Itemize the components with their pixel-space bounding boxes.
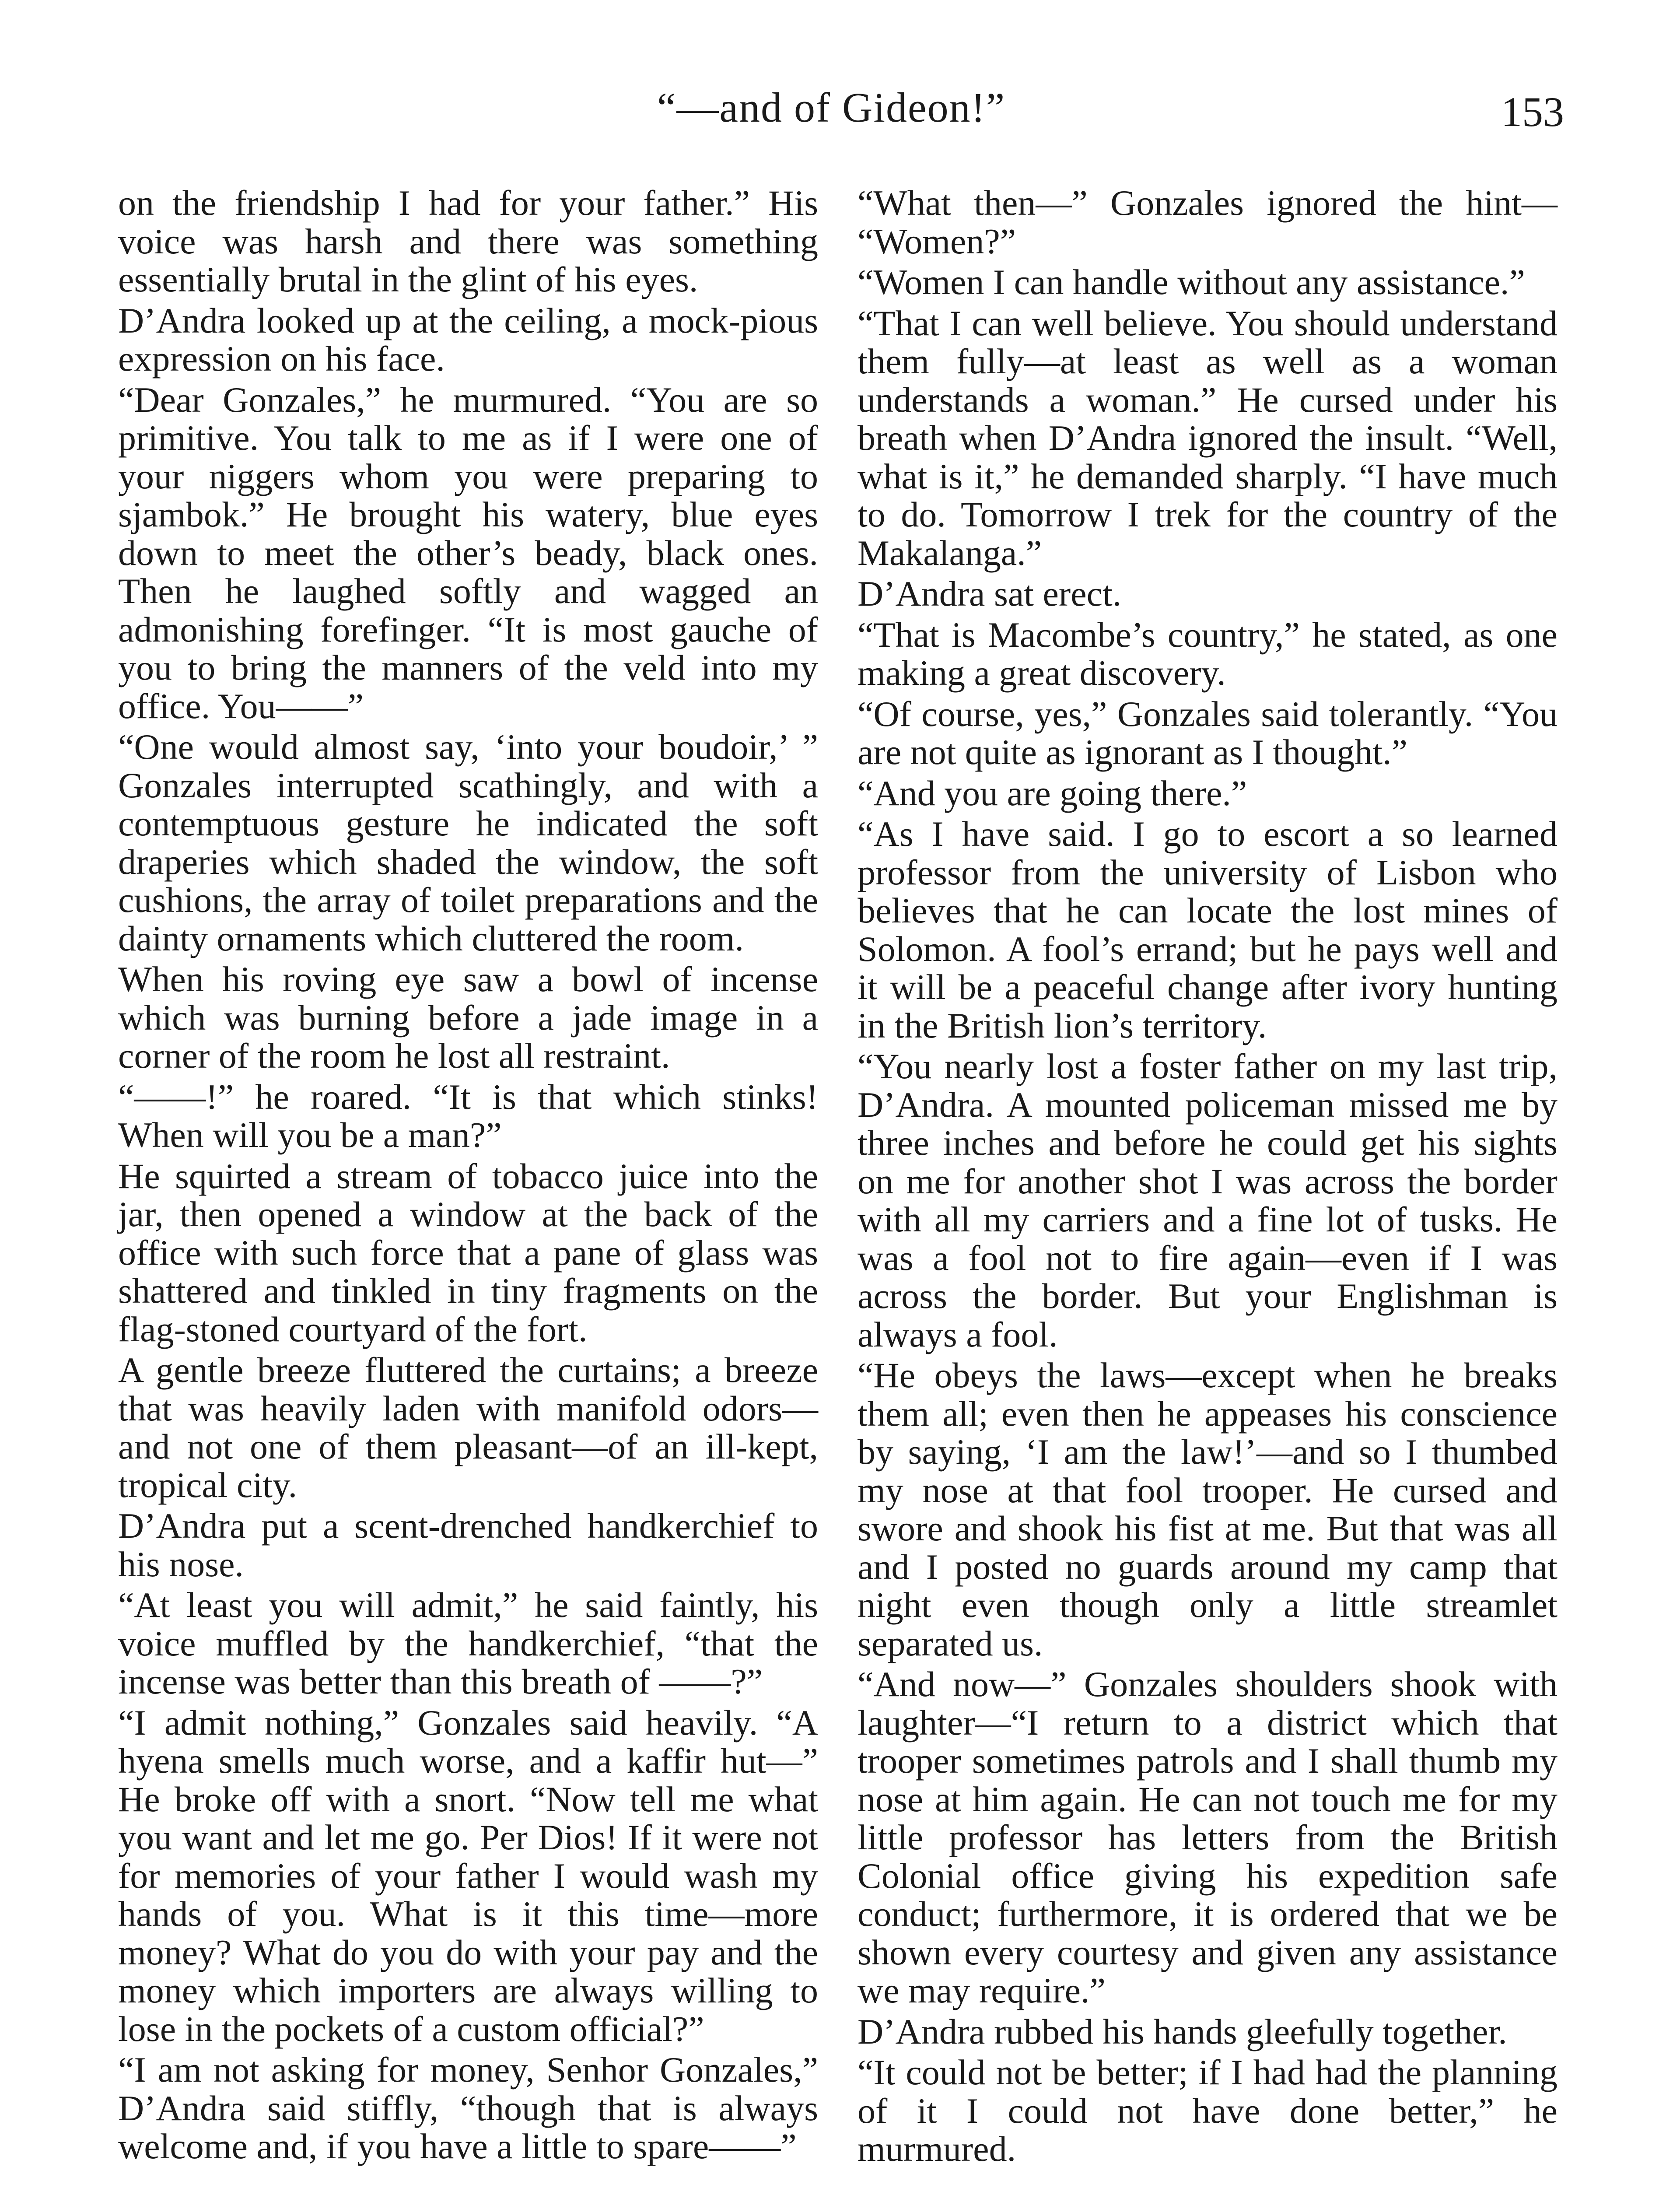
- paragraph: on the friendship I had for your father.” His voice was harsh and there was something essentially brutal in the glint of his eyes.: [118, 183, 818, 299]
- paragraph: D’Andra put a scent-drenched handkerchief to his nose.: [118, 1506, 818, 1584]
- paragraph: “Dear Gonzales,” he murmured. “You are so primitive. You talk to me as if I were one of your niggers whom you were preparing to sjambok.” He brought his watery, blue eyes down to meet the other’s beady, black ones. Then he laughed softly and wagged an admonishing forefinger. “It is most gauche of you to bring the manners of the veld into my office. You——”: [118, 379, 818, 726]
- paragraph: “I am not asking for money, Senhor Gonzales,” D’Andra said stiffly, “though that is always welcome and, if you have a little to spare——”: [118, 2050, 818, 2166]
- paragraph: “And now—” Gonzales shoulders shook with laughter—“I return to a district which that trooper sometimes patrols and I shall thumb my nose at him again. He can not touch me for my little professor has letters from the British Colonial office giving his expedition safe conduct; furthermore, it is ordered that we be shown every courtesy and given any assistance we may require.”: [858, 1664, 1558, 2010]
- paragraph: D’Andra looked up at the ceiling, a mock-pious expression on his face.: [118, 300, 818, 379]
- paragraph: “One would almost say, ‘into your boudoir,’ ” Gonzales interrupted scathingly, and with a contemptuous gesture he indicated the soft draperies which shaded the window, the soft cushions, the array of toilet preparations and the dainty ornaments which cluttered the room.: [118, 727, 818, 958]
- paragraph: D’Andra sat erect.: [858, 574, 1122, 614]
- paragraph: “Of course, yes,” Gonzales said tolerantly. “You are not quite as ignorant as I thought.”: [858, 694, 1558, 772]
- paragraph: “——!” he roared. “It is that which stinks! When will you be a man?”: [118, 1076, 818, 1155]
- paragraph: “What then—” Gonzales ignored the hint— “Women?”: [858, 183, 1558, 261]
- paragraph: “I admit nothing,” Gonzales said heavily. “A hyena smells much worse, and a kaffir hut—” He broke off with a snort. “Now tell me what you want and let me go. Per Dios! If it were not for memories of your father I would wash my hands of you. What is it this time—more money? What do you do with your pay and the money which importers are always willing to lose in the pockets of a custom official?”: [118, 1702, 818, 2049]
- paragraph: “That is Macombe’s country,” he stated, as one making a great discovery.: [858, 614, 1558, 693]
- paragraph: “As I have said. I go to escort a so learned professor from the university of Lisbon who believes that he can locate the lost mines of Solomon. A fool’s errand; but he pays well and it will be a peaceful change after ivory hunting in the British lion’s territory.: [858, 814, 1558, 1045]
- paragraph: “He obeys the laws—except when he breaks them all; even then he appeases his conscience by saying, ‘I am the law!’—and so I thumbed my nose at that fool trooper. He cursed and swore and shook his fist at me. But that was all and I posted no guards around my camp that night even though only a little streamlet separated us.: [858, 1355, 1558, 1663]
- paragraph: “At least you will admit,” he said faintly, his voice muffled by the handkerchief, “that the incense was better than this breath of ——?”: [118, 1585, 818, 1701]
- running-title: “—and of Gideon!”: [657, 84, 1006, 131]
- left-column: [118, 184, 818, 2168]
- paragraph: “And you are going there.”: [858, 773, 1247, 813]
- paragraph: A gentle breeze fluttered the curtains; a breeze that was heavily laden with manifold odors—and not one of them pleasant—of an ill-kept, tropical city.: [118, 1350, 818, 1505]
- paragraph: “That I can well believe. You should understand them fully—at least as well as a woman understands a woman.” He cursed under his breath when D’Andra ignored the insult. “Well, what is it,” he demanded sharply. “I have much to do. Tomorrow I trek for the country of the Makalanga.”: [858, 303, 1558, 573]
- paragraph: D’Andra rubbed his hands gleefully together.: [858, 2011, 1507, 2051]
- running-head: [0, 79, 1680, 144]
- paragraph: “It could not be better; if I had had the planning of it I could not have done better,” he murmured.: [858, 2052, 1558, 2169]
- paragraph: “Women I can handle without any assistance.”: [858, 262, 1525, 302]
- paragraph: “You nearly lost a foster father on my last trip, D’Andra. A mounted policeman missed me by three inches and before he could get his sights on me for another shot I was across the border with all my carriers and a fine lot of tusks. He was a fool not to fire again—even if I was across the border. But your Englishman is always a fool.: [858, 1046, 1558, 1354]
- page-number: 153: [1501, 88, 1564, 135]
- right-column: [858, 184, 1558, 2171]
- paragraph: When his roving eye saw a bowl of incense which was burning before a jade image in a corner of the room he lost all restraint.: [118, 959, 818, 1076]
- paragraph: He squirted a stream of tobacco juice into the jar, then opened a window at the back of the office with such force that a pane of glass was shattered and tinkled in tiny fragments on the flag-stoned courtyard of the fort.: [118, 1156, 818, 1349]
